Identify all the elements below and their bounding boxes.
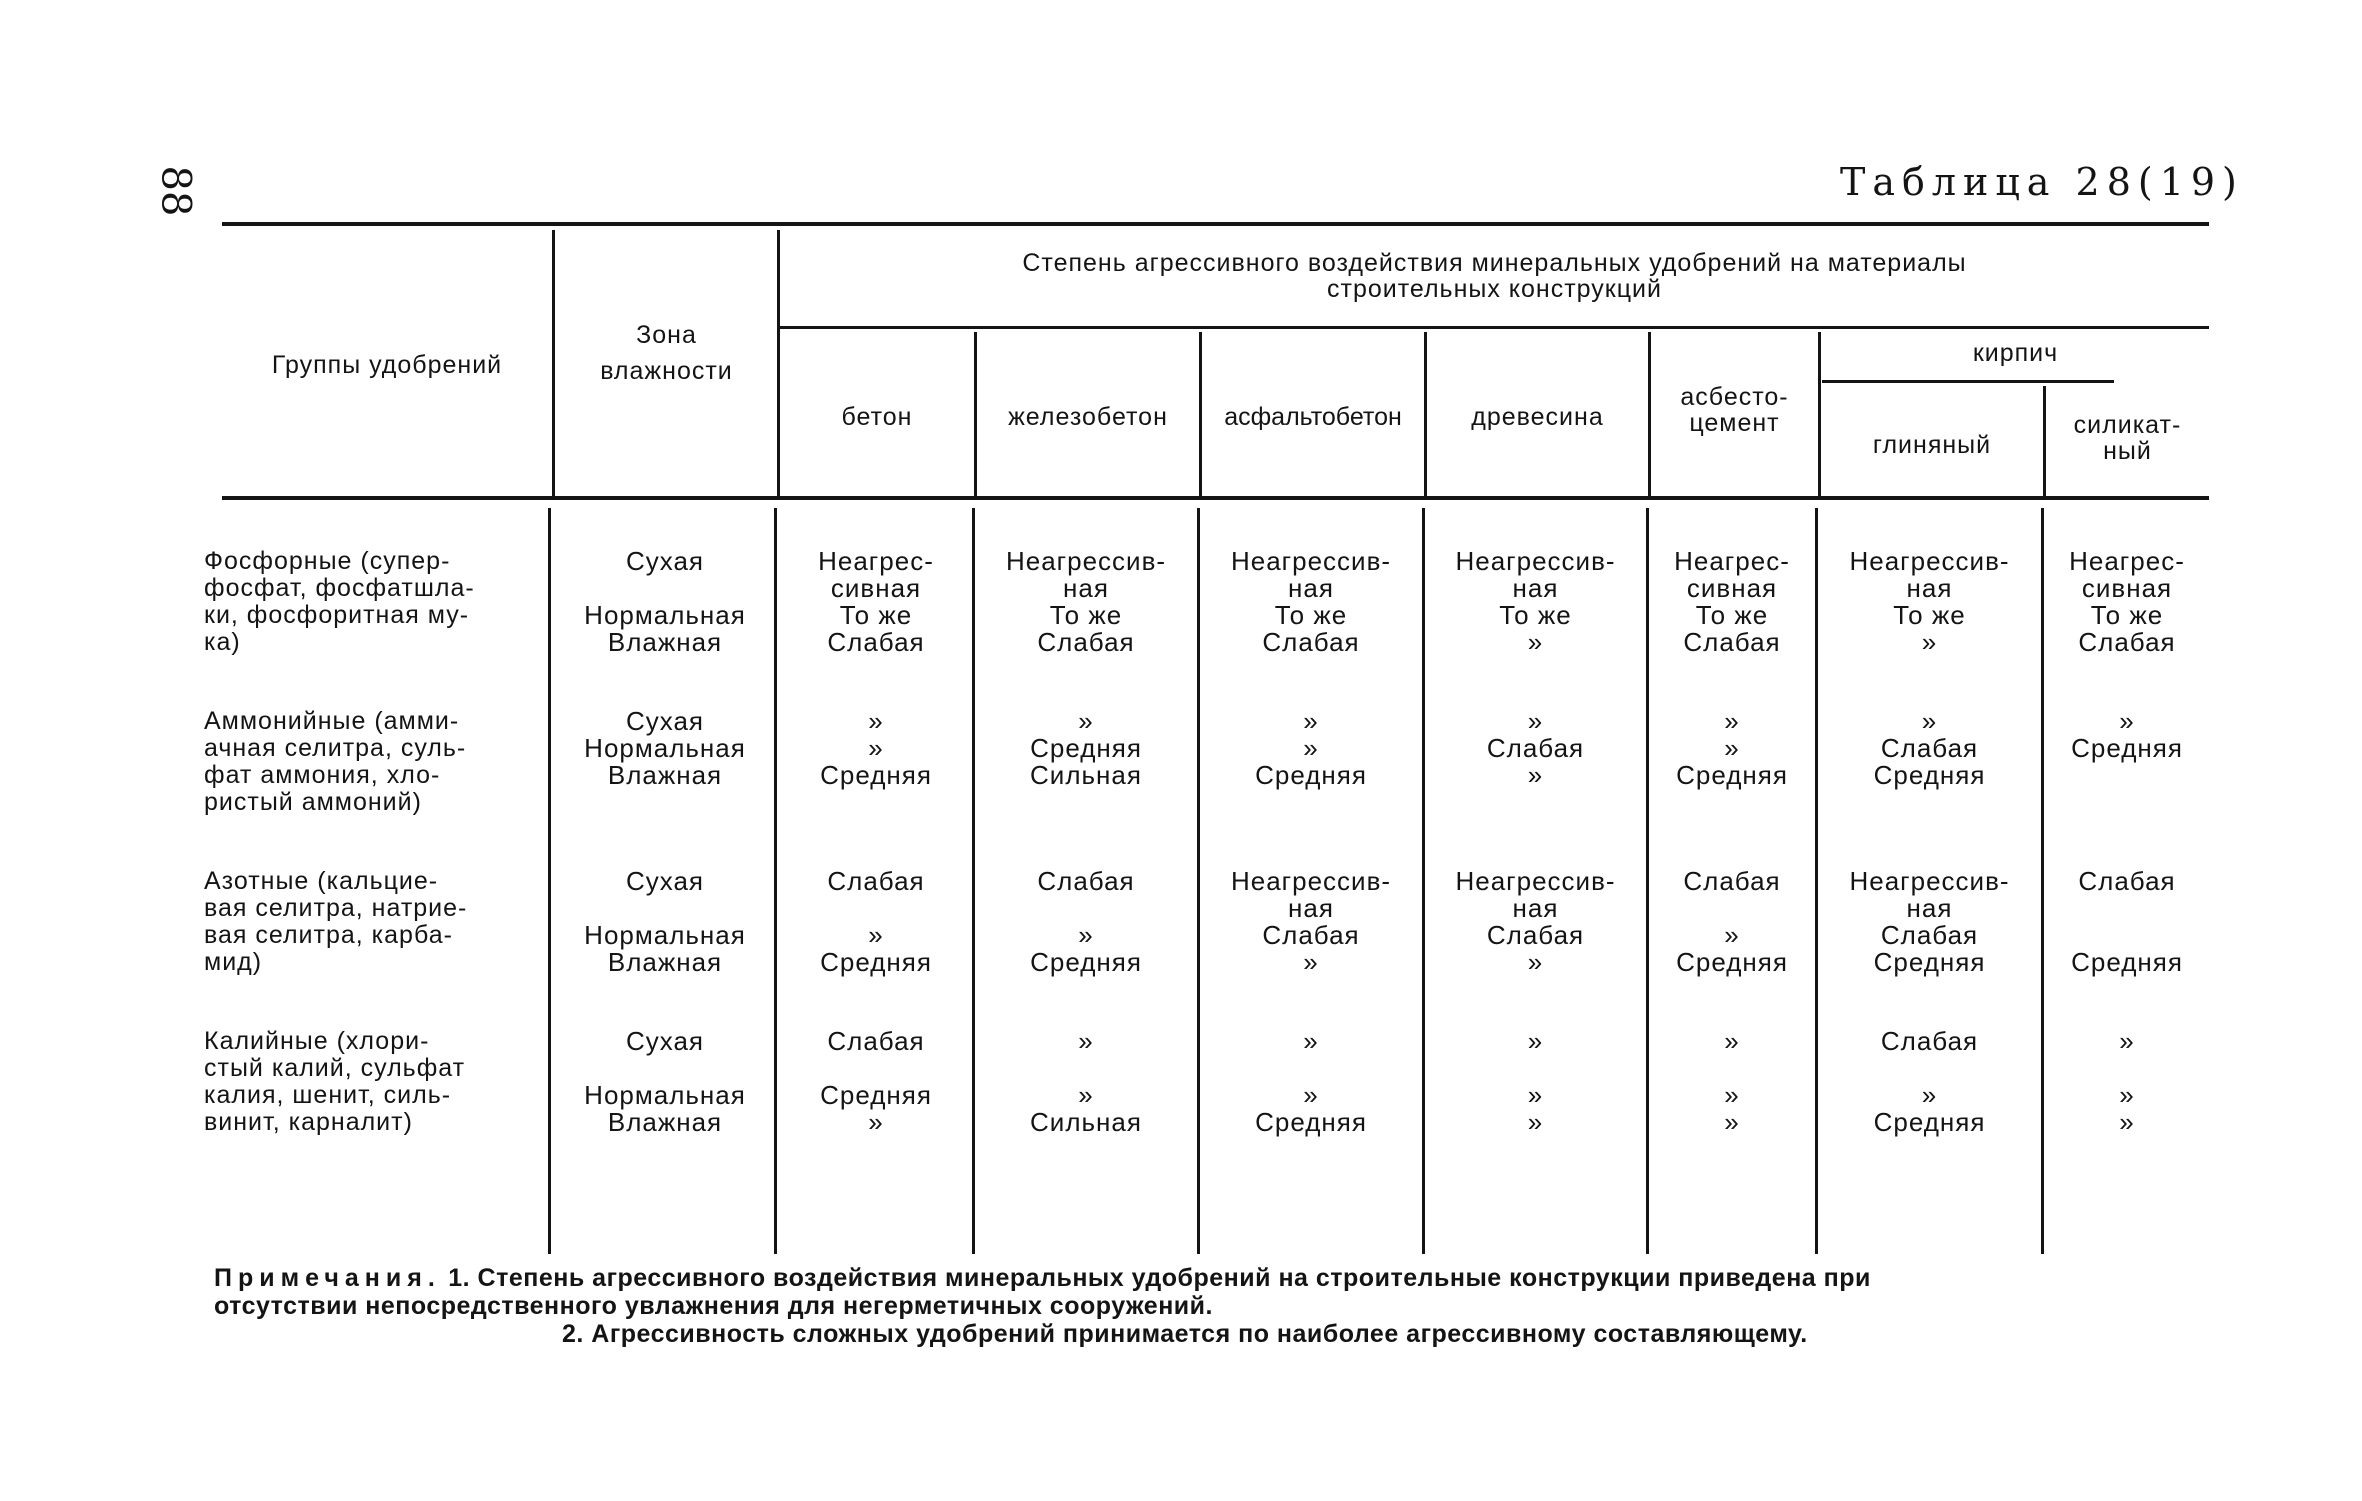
rating-cell-glinyany: [1818, 708, 2041, 816]
rating-value: ная: [1512, 573, 1559, 603]
col-rule-asbestocement: [1818, 332, 1821, 498]
body-rule-group: [548, 508, 551, 1254]
rating-value: Слабая: [1880, 1026, 1979, 1056]
zone-value: Влажная: [607, 627, 723, 657]
rating-cell-beton: [780, 708, 972, 816]
group-name-line: Азотные (кальцие-: [204, 867, 439, 895]
rating-cell-beton: [780, 1028, 972, 1136]
rating-value: Средняя: [820, 760, 932, 790]
note-1-line-1: [214, 1264, 2204, 1292]
rating-value: »: [2119, 1080, 2135, 1110]
rating-value: »: [2119, 1026, 2135, 1056]
group-name-line: стый калий, сульфат: [204, 1054, 466, 1082]
rating-value: »: [1303, 733, 1319, 763]
rating-value: »: [1303, 1026, 1319, 1056]
zone-value: Нормальная: [584, 600, 746, 630]
rating-value: »: [1527, 1080, 1544, 1110]
header-spanning: [780, 250, 2209, 302]
rating-value: Средняя: [1873, 947, 1986, 977]
rating-value: Средняя: [1255, 1107, 1367, 1137]
header-asbestocement-line-1: асбесто-: [1680, 383, 1789, 411]
note-1-line-2: отсутствии непосредственного увлажнения для негерметичных сооружений.: [214, 1292, 1213, 1320]
rating-value: »: [2119, 1107, 2135, 1137]
rating-value: сивная: [830, 573, 922, 603]
rating-value: ная: [1288, 893, 1334, 923]
body-rule-zone: [774, 508, 777, 1254]
rating-value: Слабая: [1880, 920, 1979, 950]
rating-value: »: [1724, 1026, 1740, 1056]
note-1-text: 1. Степень агрессивного воздействия минеральных удобрений на строительные конструкции приведена при: [448, 1264, 1871, 1292]
rating-value: »: [1527, 706, 1544, 736]
rating-cell-drevesina: [1425, 868, 1646, 976]
group-name-line: ристый аммоний): [204, 788, 422, 816]
rating-value: Средняя: [1676, 947, 1788, 977]
rating-cell-asfaltobeton: [1200, 548, 1422, 656]
notes-label: Примечания.: [214, 1264, 441, 1292]
rating-cell-zhelezobeton: [975, 1028, 1197, 1136]
rating-cell-asbestocement: [1649, 548, 1815, 656]
header-kirpich: кирпич: [1972, 339, 2059, 367]
rating-value: Неагрессив-: [1849, 546, 2010, 576]
rating-value: Неагрессив-: [1230, 866, 1392, 896]
rating-value: Неагрессив-: [1230, 546, 1392, 576]
group-name-line: Калийные (хлори-: [204, 1027, 430, 1055]
zone-value: Сухая: [625, 1026, 705, 1056]
rating-value: »: [1527, 627, 1544, 657]
zone-cell: [556, 1028, 774, 1136]
page-number: 88: [152, 165, 199, 217]
group-name-line: калия, шенит, силь-: [204, 1081, 452, 1109]
group-name-line: Аммонийные (амми-: [204, 707, 460, 735]
rating-value: То же: [2090, 600, 2164, 630]
rating-value: »: [1724, 733, 1740, 763]
rating-value: Слабая: [827, 866, 925, 896]
rating-cell-silikatny: [2044, 868, 2210, 976]
rating-cell-drevesina: [1425, 1028, 1646, 1136]
rating-value: »: [1078, 920, 1094, 950]
rating-value: Сильная: [1030, 760, 1142, 790]
header-glinyany: глиняный: [1872, 431, 1992, 459]
header-silikatny-line-1: силикат-: [2073, 411, 2182, 439]
rating-value: Средняя: [820, 1080, 932, 1110]
rating-value: Слабая: [1486, 920, 1585, 950]
zone-value: Сухая: [625, 706, 705, 736]
group-name: [204, 868, 534, 976]
rating-value: Неагрессив-: [1005, 546, 1167, 576]
rating-cell-beton: [780, 868, 972, 976]
rating-value: Слабая: [827, 1026, 925, 1056]
rating-value: То же: [1049, 600, 1123, 630]
zone-cell: [556, 708, 774, 816]
zone-value: Нормальная: [584, 1080, 746, 1110]
rating-value: Неагрес-: [818, 546, 934, 576]
group-name: [204, 1028, 534, 1136]
rating-value: Слабая: [1037, 627, 1135, 657]
rating-value: »: [1527, 1107, 1544, 1137]
rating-value: Средняя: [1676, 760, 1788, 790]
group-name-line: винит, карналит): [204, 1108, 413, 1136]
rating-value: сивная: [1686, 573, 1778, 603]
rating-value: Слабая: [827, 627, 925, 657]
rating-value: Средняя: [820, 947, 932, 977]
header-bottom-rule: [222, 496, 2209, 500]
rating-value: Средняя: [2071, 947, 2183, 977]
rating-value: »: [868, 706, 884, 736]
header-asbestocement: [1651, 384, 1818, 436]
rating-value: Слабая: [1683, 866, 1781, 896]
rating-cell-asfaltobeton: [1200, 1028, 1422, 1136]
zone-value: Сухая: [625, 866, 705, 896]
rating-cell-asfaltobeton: [1200, 708, 1422, 816]
group-name-line: вая селитра, карба-: [204, 921, 453, 949]
rating-value: Слабая: [1683, 627, 1781, 657]
header-asfaltobeton: асфальтобетон: [1224, 403, 1402, 431]
rating-value: »: [1527, 760, 1544, 790]
rating-value: То же: [839, 600, 913, 630]
header-beton: бетон: [841, 403, 913, 431]
rating-value: Слабая: [1037, 866, 1135, 896]
rating-value: »: [1921, 627, 1938, 657]
rating-cell-asbestocement: [1649, 708, 1815, 816]
header-spanning-line-1: Степень агрессивного воздействия минеральных удобрений на материалы: [1022, 249, 1967, 277]
group-name: [204, 708, 534, 816]
rating-cell-zhelezobeton: [975, 548, 1197, 656]
group-name-line: ачная селитра, суль-: [204, 734, 467, 762]
rating-value: сивная: [2081, 573, 2173, 603]
rating-value: Неагрес-: [2069, 546, 2185, 576]
table-title: Таблица 28(19): [1840, 160, 2244, 204]
rating-value: То же: [1499, 600, 1572, 630]
rating-value: »: [868, 920, 884, 950]
rating-value: »: [1303, 947, 1319, 977]
zone-cell: [556, 548, 774, 656]
rating-value: »: [1078, 706, 1094, 736]
header-spanning-line-2: строительных конструкций: [1327, 275, 1662, 303]
col-rule-group: [552, 230, 555, 498]
group-name-line: ки, фосфоритная му-: [204, 601, 470, 629]
zone-value: Нормальная: [584, 920, 746, 950]
header-group: Группы удобрений: [271, 351, 503, 379]
rating-value: Средняя: [1873, 1107, 1986, 1137]
rating-cell-zhelezobeton: [975, 708, 1197, 816]
rating-value: »: [1921, 706, 1938, 736]
rating-value: Средняя: [1030, 733, 1142, 763]
rating-value: Средняя: [1255, 760, 1367, 790]
header-zone: [556, 322, 777, 384]
table-top-rule: [222, 222, 2209, 226]
note-2: 2. Агрессивность сложных удобрений принимается по наиболее агрессивному составляющему.: [562, 1320, 1808, 1348]
rating-value: »: [1724, 920, 1740, 950]
rating-value: Слабая: [1880, 733, 1979, 763]
rating-value: ная: [1063, 573, 1109, 603]
rating-cell-glinyany: [1818, 1028, 2041, 1136]
rating-cell-drevesina: [1425, 548, 1646, 656]
rating-value: Сильная: [1030, 1107, 1142, 1137]
rating-cell-zhelezobeton: [975, 868, 1197, 976]
zone-value: Влажная: [607, 1107, 723, 1137]
rating-value: »: [1078, 1026, 1094, 1056]
header-zone-line-1: Зона: [636, 321, 697, 349]
rating-value: Неагрессив-: [1455, 866, 1616, 896]
rating-value: Средняя: [1030, 947, 1142, 977]
rating-value: »: [1724, 1080, 1740, 1110]
rating-value: Слабая: [1262, 627, 1360, 657]
rating-value: Неагрессив-: [1455, 546, 1616, 576]
group-name-line: фосфат, фосфатшла-: [204, 574, 475, 602]
rating-value: ная: [1906, 573, 1953, 603]
rating-cell-asfaltobeton: [1200, 868, 1422, 976]
rating-cell-glinyany: [1818, 548, 2041, 656]
rating-value: Неагрес-: [1674, 546, 1790, 576]
zone-value: Влажная: [607, 760, 723, 790]
rating-cell-glinyany: [1818, 868, 2041, 976]
rating-value: ная: [1288, 573, 1334, 603]
rating-value: »: [1527, 1026, 1544, 1056]
zone-value: Влажная: [607, 947, 723, 977]
rating-cell-silikatny: [2044, 708, 2210, 816]
group-name-line: вая селитра, натрие-: [204, 894, 468, 922]
rating-value: Слабая: [1486, 733, 1585, 763]
zone-cell: [556, 868, 774, 976]
rating-value: »: [1921, 1080, 1938, 1110]
group-name-line: фат аммония, хло-: [204, 761, 441, 789]
rating-value: Средняя: [2071, 733, 2183, 763]
rating-cell-silikatny: [2044, 1028, 2210, 1136]
group-name-line: мид): [204, 948, 263, 976]
group-name: [204, 548, 534, 656]
rating-cell-silikatny: [2044, 548, 2210, 656]
rating-value: »: [868, 1107, 884, 1137]
zone-value: Нормальная: [584, 733, 746, 763]
rating-value: ная: [1512, 893, 1559, 923]
header-zone-line-2: влажности: [600, 357, 733, 385]
rating-value: Слабая: [2078, 627, 2176, 657]
rating-value: »: [1527, 947, 1544, 977]
rating-value: »: [1303, 1080, 1319, 1110]
rating-value: Слабая: [2078, 866, 2176, 896]
rating-cell-drevesina: [1425, 708, 1646, 816]
rating-value: Средняя: [1873, 760, 1986, 790]
rating-value: »: [1724, 706, 1740, 736]
rating-cell-asbestocement: [1649, 1028, 1815, 1136]
zone-value: Сухая: [625, 546, 705, 576]
brick-header-rule: [1822, 380, 2114, 383]
notes: [214, 1264, 2204, 1348]
rating-value: »: [1078, 1080, 1094, 1110]
rating-value: ная: [1906, 893, 1953, 923]
rating-value: »: [868, 733, 884, 763]
header-drevesina: древесина: [1471, 403, 1604, 431]
rating-value: То же: [1695, 600, 1769, 630]
group-name-line: ка): [204, 628, 241, 656]
header-silikatny-line-2: ный: [2103, 437, 2152, 465]
spanning-header-rule: [780, 326, 2209, 329]
rating-value: Неагрессив-: [1849, 866, 2010, 896]
rating-value: »: [2119, 706, 2135, 736]
rating-value: То же: [1274, 600, 1348, 630]
rating-cell-beton: [780, 548, 972, 656]
header-zhelezobeton: железобетон: [1008, 403, 1168, 431]
header-silikatny: [2046, 412, 2209, 464]
rating-value: »: [1303, 706, 1319, 736]
group-name-line: Фосфорные (супер-: [204, 547, 451, 575]
rating-cell-asbestocement: [1649, 868, 1815, 976]
rating-value: »: [1724, 1107, 1740, 1137]
rating-value: Слабая: [1262, 920, 1360, 950]
header-asbestocement-line-2: цемент: [1689, 409, 1780, 437]
rating-value: То же: [1893, 600, 1966, 630]
